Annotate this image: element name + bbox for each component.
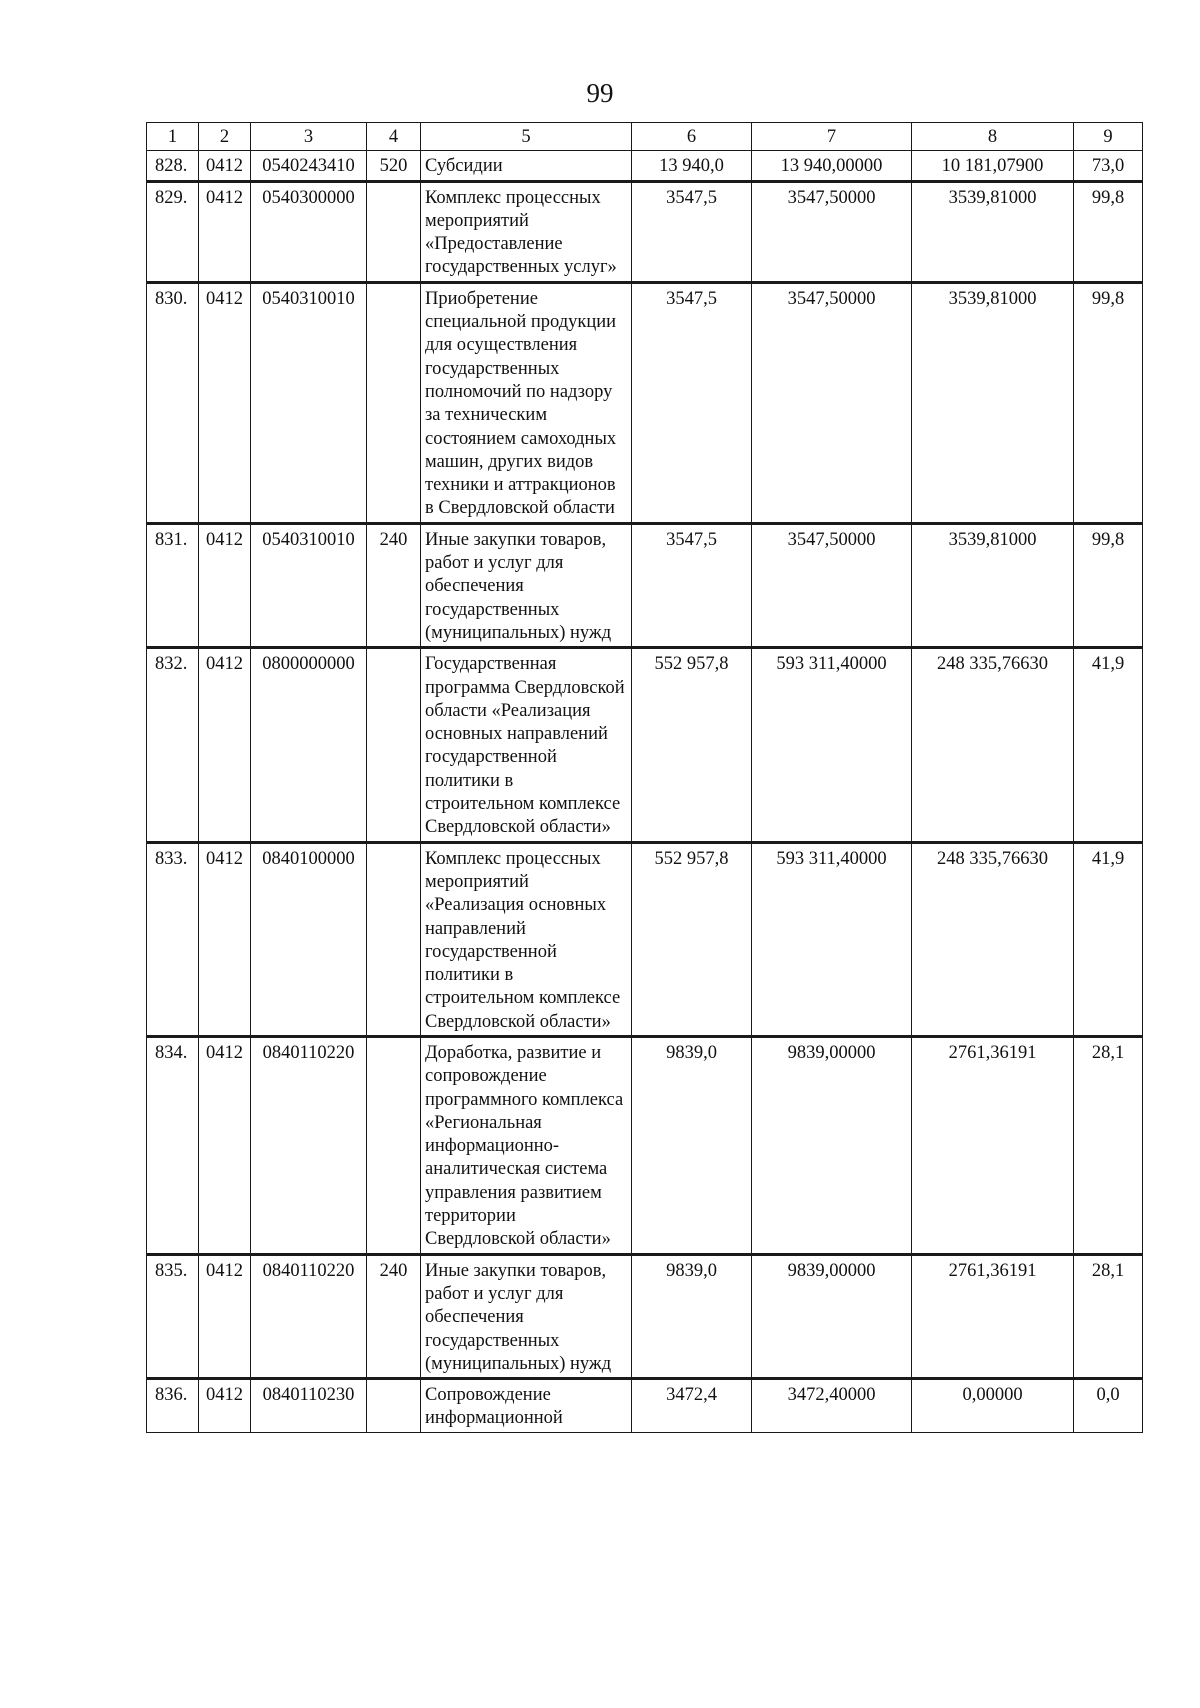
amount-approved: 3547,5 [632,282,752,523]
item-name: Доработка, развитие и сопровождение программного комплекса «Региональная информационно-аналитическая система управления развитием территории Свердловской области» [421,1036,632,1254]
target-code: 0840110230 [251,1379,367,1433]
execution-percent: 28,1 [1074,1254,1143,1378]
header-cell: 7 [752,123,912,151]
amount-planned: 9839,00000 [752,1036,912,1254]
table-body [147,151,1143,1432]
header-cell: 3 [251,123,367,151]
amount-executed: 0,00000 [912,1379,1074,1433]
header-cell: 1 [147,123,199,151]
row-number: 828. [147,151,199,181]
section-code: 0412 [199,282,251,523]
table-row [147,648,1143,842]
amount-planned: 3472,40000 [752,1379,912,1433]
item-name: Иные закупки товаров, работ и услуг для обеспечения государственных (муниципальных) нужд [421,1254,632,1378]
target-code: 0840110220 [251,1036,367,1254]
header-cell: 9 [1074,123,1143,151]
row-number: 833. [147,842,199,1036]
expense-type [367,842,421,1036]
section-code: 0412 [199,181,251,282]
row-number: 830. [147,282,199,523]
execution-percent: 99,8 [1074,181,1143,282]
target-code: 0540310010 [251,282,367,523]
execution-percent: 0,0 [1074,1379,1143,1433]
amount-approved: 9839,0 [632,1254,752,1378]
amount-executed: 248 335,76630 [912,648,1074,842]
table-row [147,1036,1143,1254]
amount-approved: 9839,0 [632,1036,752,1254]
section-code: 0412 [199,1379,251,1433]
amount-executed: 248 335,76630 [912,842,1074,1036]
amount-executed: 2761,36191 [912,1036,1074,1254]
amount-approved: 13 940,0 [632,151,752,181]
amount-executed: 2761,36191 [912,1254,1074,1378]
section-code: 0412 [199,523,251,647]
row-number: 831. [147,523,199,647]
header-cell: 6 [632,123,752,151]
execution-percent: 99,8 [1074,523,1143,647]
row-number: 829. [147,181,199,282]
amount-approved: 3472,4 [632,1379,752,1433]
item-name: Государственная программа Свердловской области «Реализация основных направлений государственной политики в строительном комплексе Свердловской области» [421,648,632,842]
section-code: 0412 [199,1254,251,1378]
expense-type [367,282,421,523]
amount-planned: 9839,00000 [752,1254,912,1378]
header-row [147,123,1143,151]
item-name: Иные закупки товаров, работ и услуг для обеспечения государственных (муниципальных) нужд [421,523,632,647]
amount-executed: 10 181,07900 [912,151,1074,181]
table-row [147,282,1143,523]
section-code: 0412 [199,1036,251,1254]
section-code: 0412 [199,648,251,842]
item-name: Приобретение специальной продукции для осуществления государственных полномочий по надзору за техническим состоянием самоходных машин, других видов техники и аттракционов в Свердловской области [421,282,632,523]
target-code: 0800000000 [251,648,367,842]
expense-type [367,1036,421,1254]
amount-executed: 3539,81000 [912,181,1074,282]
expense-type [367,1379,421,1433]
target-code: 0540243410 [251,151,367,181]
expense-type: 520 [367,151,421,181]
amount-planned: 593 311,40000 [752,648,912,842]
table-row [147,181,1143,282]
header-cell: 5 [421,123,632,151]
amount-planned: 13 940,00000 [752,151,912,181]
item-name: Субсидии [421,151,632,181]
amount-approved: 3547,5 [632,523,752,647]
expense-type: 240 [367,1254,421,1378]
execution-percent: 41,9 [1074,648,1143,842]
target-code: 0840100000 [251,842,367,1036]
amount-executed: 3539,81000 [912,282,1074,523]
expense-type [367,181,421,282]
header-cell: 2 [199,123,251,151]
amount-approved: 552 957,8 [632,648,752,842]
target-code: 0540300000 [251,181,367,282]
amount-approved: 3547,5 [632,181,752,282]
table-header [147,123,1143,151]
header-cell: 4 [367,123,421,151]
item-name: Комплекс процессных мероприятий «Реализация основных направлений государственной политики в строительном комплексе Свердловской области» [421,842,632,1036]
amount-approved: 552 957,8 [632,842,752,1036]
header-cell: 8 [912,123,1074,151]
table-row [147,1379,1143,1433]
amount-planned: 3547,50000 [752,181,912,282]
execution-percent: 73,0 [1074,151,1143,181]
expense-type: 240 [367,523,421,647]
budget-table [146,122,1143,1433]
amount-planned: 593 311,40000 [752,842,912,1036]
execution-percent: 99,8 [1074,282,1143,523]
expense-type [367,648,421,842]
amount-planned: 3547,50000 [752,523,912,647]
row-number: 836. [147,1379,199,1433]
item-name: Комплекс процессных мероприятий «Предоставление государственных услуг» [421,181,632,282]
target-code: 0540310010 [251,523,367,647]
table-row [147,523,1143,647]
row-number: 835. [147,1254,199,1378]
page-number: 99 [586,78,614,108]
execution-percent: 28,1 [1074,1036,1143,1254]
section-code: 0412 [199,842,251,1036]
target-code: 0840110220 [251,1254,367,1378]
item-name: Сопровождение информационной [421,1379,632,1433]
execution-percent: 41,9 [1074,842,1143,1036]
table-row [147,1254,1143,1378]
row-number: 832. [147,648,199,842]
section-code: 0412 [199,151,251,181]
table-row [147,151,1143,181]
table-row [147,842,1143,1036]
amount-executed: 3539,81000 [912,523,1074,647]
row-number: 834. [147,1036,199,1254]
amount-planned: 3547,50000 [752,282,912,523]
